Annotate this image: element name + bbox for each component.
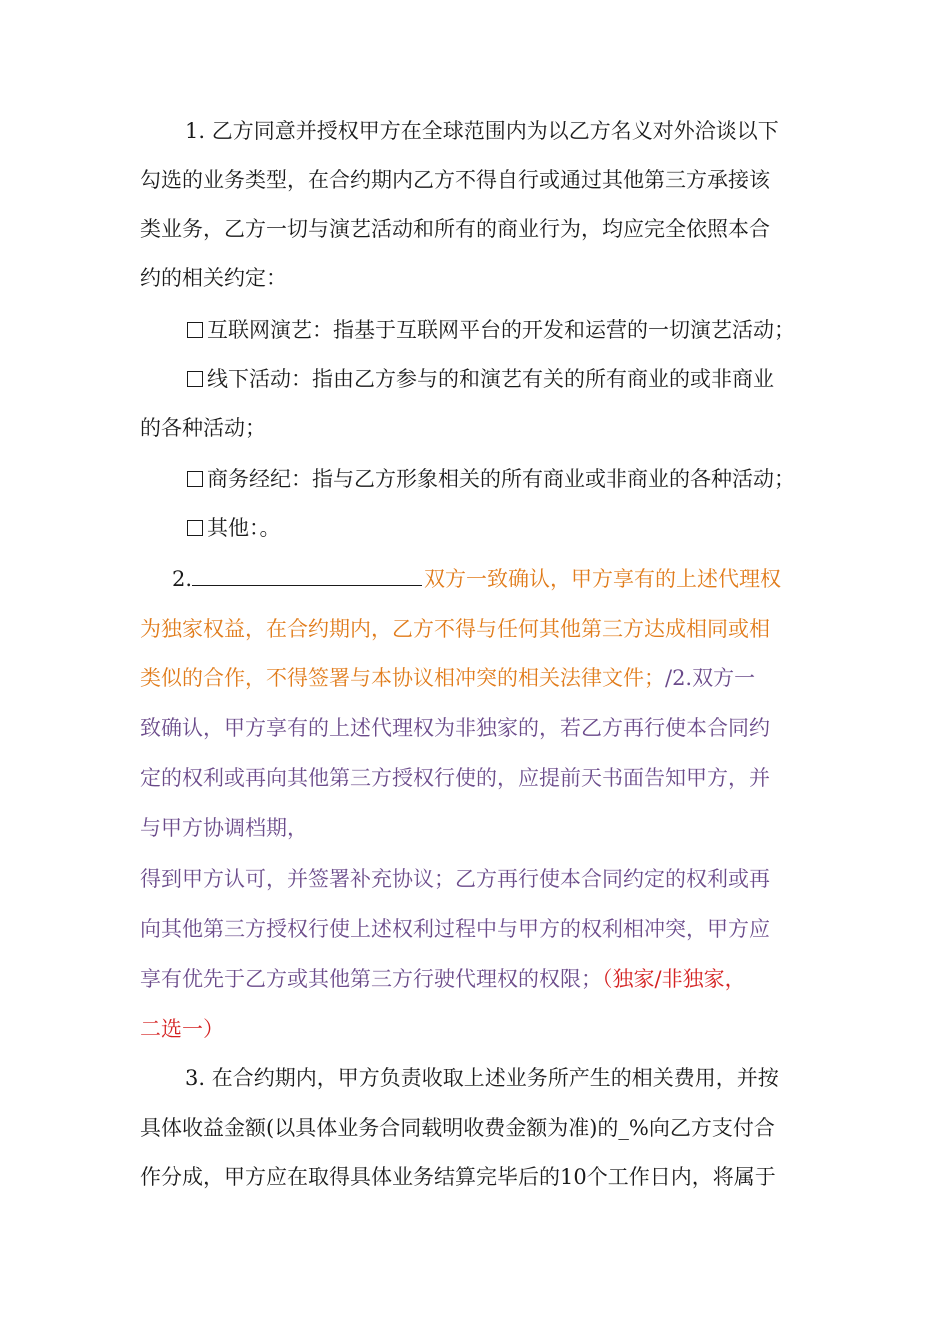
clause2-line-5: 定的权利或再向其他第三方授权行使的，应提前天书面告知甲方，并 — [140, 766, 770, 790]
clause1-line-3: 类业务，乙方一切与演艺活动和所有的商业行为，均应完全依照本合 — [140, 217, 770, 241]
clause2-line-9 — [140, 964, 746, 994]
clause1-line-2: 勾选的业务类型，在合约期内乙方不得自行或通过其他第三方承接该 — [140, 168, 770, 192]
option-label: 互联网演艺：指基于互联网平台的开发和运营的一切演艺活动； — [207, 318, 795, 342]
clause2-number: 2. — [172, 567, 193, 591]
clause2-line-8: 向其他第三方授权行使上述权利过程中与甲方的权利相冲突，甲方应 — [140, 917, 770, 941]
checkbox-icon[interactable] — [187, 471, 203, 487]
option-internet-performance[interactable] — [187, 315, 795, 345]
checkbox-icon[interactable] — [187, 371, 203, 387]
choice-note: （独家/非独家， — [602, 967, 746, 991]
clause2-line-2: 为独家权益，在合约期内，乙方不得与任何其他第三方达成相同或相 — [140, 617, 770, 641]
checkbox-icon[interactable] — [187, 520, 203, 536]
nonexclusive-text-end: 享有优先于乙方或其他第三方行驶代理权的权限； — [140, 967, 602, 991]
option-label: 商务经纪：指与乙方形象相关的所有商业或非商业的各种活动； — [207, 467, 795, 491]
clause2-line-7: 得到甲方认可，并签署补充协议；乙方再行使本合同约定的权利或再 — [140, 867, 770, 891]
clause2-line-1 — [172, 564, 781, 594]
option-other[interactable] — [187, 513, 281, 543]
clause3-line-1: 3. 在合约期内，甲方负责收取上述业务所产生的相关费用，并按 — [185, 1066, 779, 1090]
option-offline-activity[interactable] — [187, 364, 774, 394]
checkbox-icon[interactable] — [187, 322, 203, 338]
clause2-line-6: 与甲方协调档期， — [140, 816, 308, 840]
choice-note-cont: 二选一） — [140, 1017, 224, 1041]
option-label: 线下活动：指由乙方参与的和演艺有关的所有商业的或非商业 — [207, 367, 774, 391]
clause3-line-2: 具体收益金额(以具体业务合同载明收费金额为准)的_%向乙方支付合 — [140, 1116, 775, 1140]
clause3-line-3: 作分成，甲方应在取得具体业务结算完毕后的10个工作日内，将属于 — [140, 1165, 776, 1189]
fill-in-blank[interactable] — [192, 564, 422, 586]
nonexclusive-text-start: /2.双方一 — [665, 666, 756, 690]
clause1-line-4: 约的相关约定： — [140, 266, 287, 290]
clause2-line-4: 致确认，甲方享有的上述代理权为非独家的，若乙方再行使本合同约 — [140, 716, 770, 740]
exclusive-text: 双方一致确认，甲方享有的上述代理权 — [424, 567, 782, 591]
clause1-line-1: 1. 乙方同意并授权甲方在全球范围内为以乙方名义对外洽谈以下 — [185, 119, 779, 143]
clause2-line-3 — [140, 663, 755, 693]
option-offline-activity-cont: 的各种活动； — [140, 416, 266, 440]
option-business-agency[interactable] — [187, 464, 795, 494]
exclusive-text-end: 类似的合作，不得签署与本协议相冲突的相关法律文件； — [140, 666, 665, 690]
option-label: 其他：。 — [207, 516, 281, 540]
